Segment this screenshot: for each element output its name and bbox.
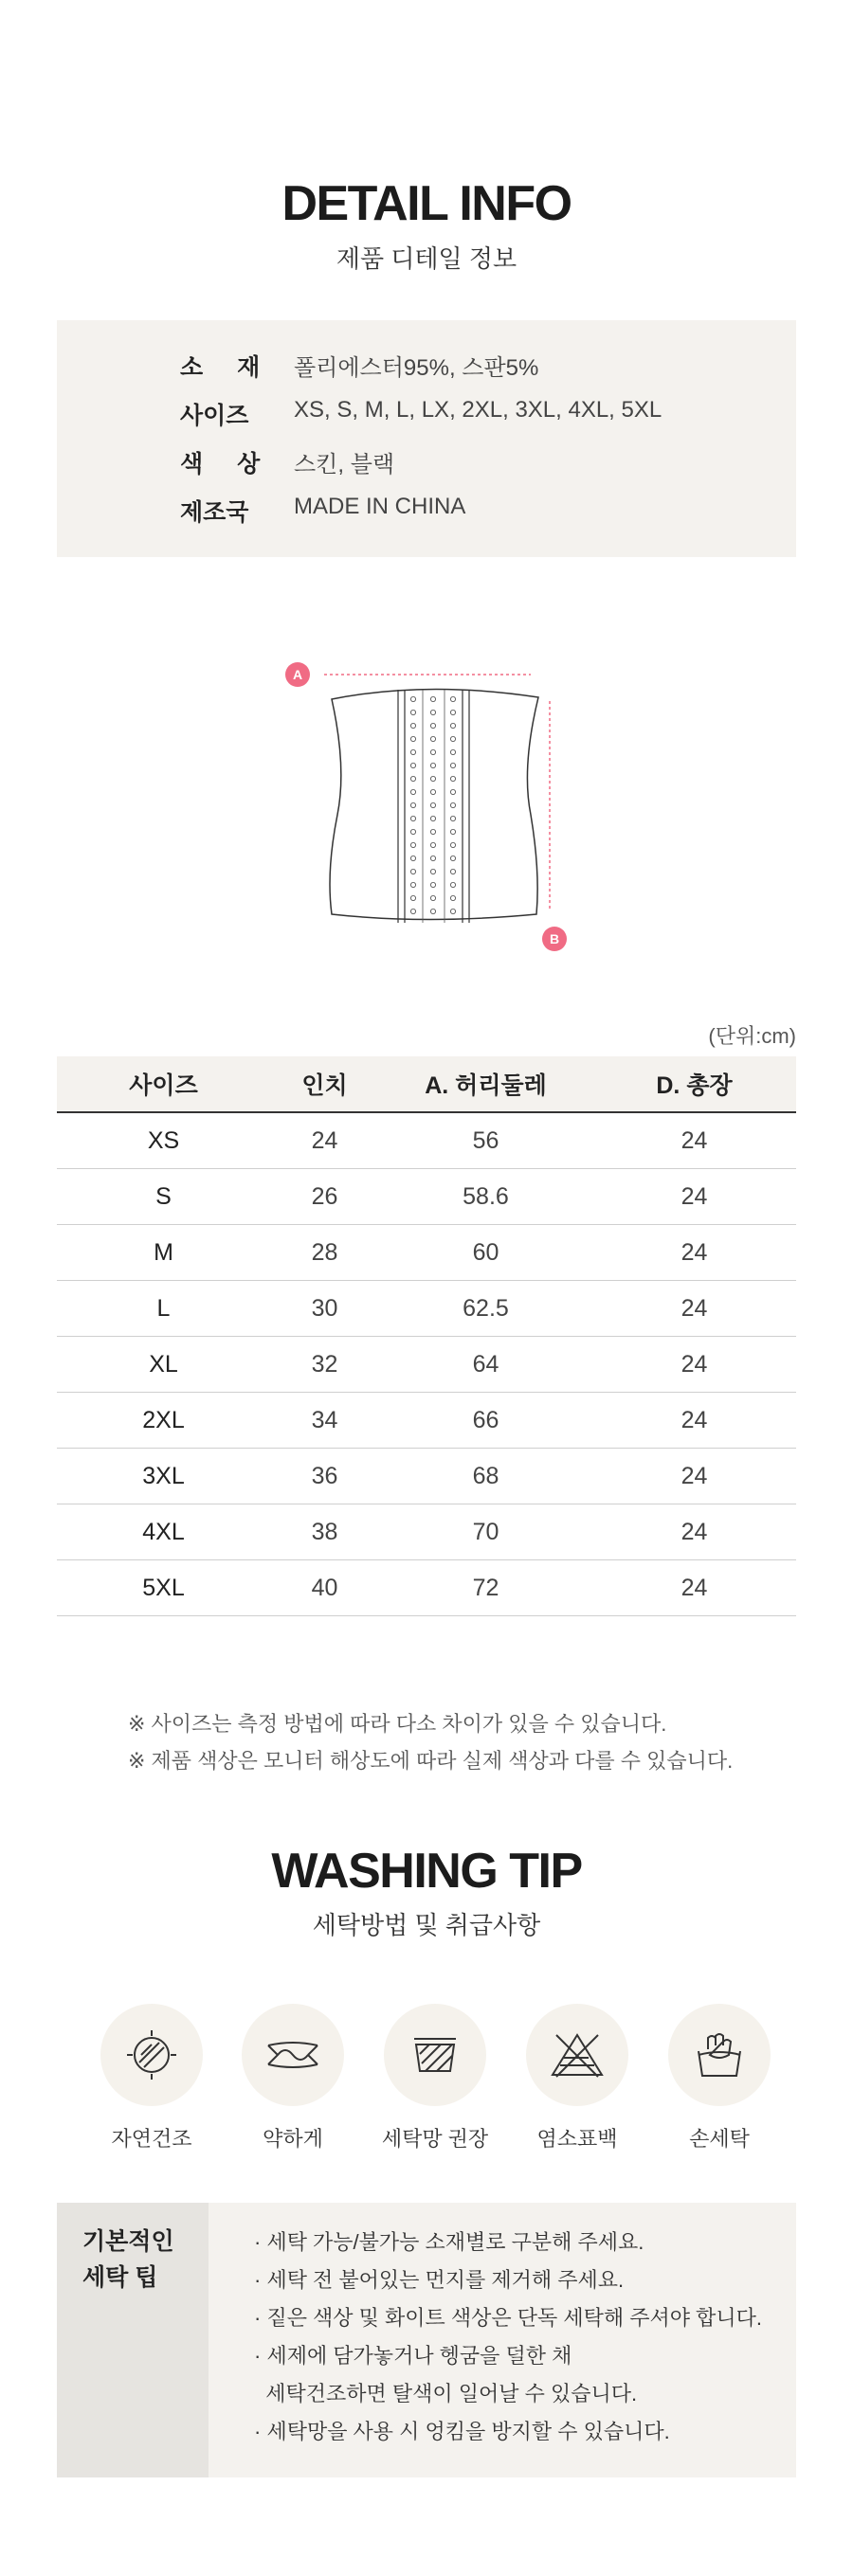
table-cell: 24 <box>681 1462 708 1489</box>
table-cell: 24 <box>311 1126 338 1154</box>
info-label-size: 사이즈 <box>180 403 249 429</box>
table-cell: 24 <box>681 1518 708 1545</box>
table-cell: 24 <box>681 1126 708 1154</box>
marker-b-label: B <box>549 931 560 946</box>
table-cell: 5XL <box>142 1574 185 1601</box>
marker-a-label: A <box>292 667 303 682</box>
basic-tip-box <box>57 2203 796 2477</box>
header-length: D. 총장 <box>656 1072 733 1099</box>
info-label-color: 색 상 <box>180 451 261 477</box>
info-row-size <box>57 397 796 435</box>
table-cell: 32 <box>311 1350 338 1378</box>
table-cell: 24 <box>681 1182 708 1210</box>
table-row <box>57 1504 796 1560</box>
product-info-box <box>57 320 796 557</box>
header-inch: 인치 <box>301 1072 348 1099</box>
table-row <box>57 1113 796 1169</box>
table-cell: 26 <box>311 1182 338 1210</box>
basic-tip-list <box>254 2224 762 2451</box>
hand-wash-icon <box>691 2028 748 2081</box>
table-cell: 60 <box>472 1238 499 1266</box>
header-waist: A. 허리둘레 <box>425 1072 547 1099</box>
corset-diagram <box>265 644 588 966</box>
washing-tip-subtitle: 세탁방법 및 취급사항 <box>312 1911 541 1939</box>
table-row <box>57 1225 796 1281</box>
wash-label: 자연건조 <box>111 2127 192 2151</box>
table-cell: 24 <box>681 1574 708 1601</box>
info-value-color: 스킨, 블랙 <box>294 452 395 477</box>
table-cell: 28 <box>311 1238 338 1266</box>
note-line: ※ 제품 색상은 모니터 해상도에 따라 실제 색상과 다를 수 있습니다. <box>128 1749 734 1773</box>
table-cell: 38 <box>311 1518 338 1545</box>
table-cell: 2XL <box>142 1406 185 1433</box>
info-row-material <box>57 349 796 387</box>
table-cell: 64 <box>472 1350 499 1378</box>
wash-item-hand-wash <box>644 2004 795 2153</box>
table-cell: 72 <box>472 1574 499 1601</box>
info-value-size: XS, S, M, L, LX, 2XL, 3XL, 4XL, 5XL <box>294 397 662 423</box>
wash-label: 약하게 <box>263 2127 323 2151</box>
info-value-origin: MADE IN CHINA <box>294 494 466 519</box>
info-value-material: 폴리에스터95%, 스판5% <box>294 355 539 381</box>
table-row <box>57 1281 796 1337</box>
washing-tip-title: WASHING TIP <box>271 1844 582 1899</box>
table-cell: 30 <box>311 1294 338 1322</box>
washing-icons <box>0 2004 853 2174</box>
table-cell: 66 <box>472 1406 499 1433</box>
wash-label: 염소표백 <box>536 2127 618 2151</box>
tip-line: 세탁건조하면 탈색이 일어날 수 있습니다. <box>254 2382 638 2405</box>
detail-info-subtitle: 제품 디테일 정보 <box>336 244 517 273</box>
table-cell: 62.5 <box>463 1294 509 1322</box>
tip-line: · 세탁 가능/불가능 소재별로 구분해 주세요. <box>254 2230 644 2254</box>
table-row <box>57 1560 796 1616</box>
wash-item-no-bleach <box>501 2004 653 2153</box>
table-cell: 40 <box>311 1574 338 1601</box>
table-row <box>57 1169 796 1225</box>
laundry-net-icon <box>407 2031 463 2079</box>
table-cell: 34 <box>311 1406 338 1433</box>
unit-label: (단위:cm) <box>708 1024 796 1048</box>
table-cell: 58.6 <box>463 1182 509 1210</box>
size-notes <box>128 1705 733 1779</box>
table-cell: XL <box>149 1350 178 1378</box>
table-cell: XS <box>147 1126 180 1154</box>
tip-line: · 세탁망을 사용 시 엉킴을 방지할 수 있습니다. <box>254 2420 670 2443</box>
table-row <box>57 1337 796 1393</box>
info-label-material: 소 재 <box>180 354 261 381</box>
info-label-origin: 제조국 <box>180 499 249 526</box>
wash-label: 세탁망 권장 <box>381 2127 489 2151</box>
note-line: ※ 사이즈는 측정 방법에 따라 다소 차이가 있을 수 있습니다. <box>128 1712 667 1736</box>
natural-dry-icon <box>123 2027 180 2083</box>
size-table-header <box>57 1056 796 1113</box>
wash-item-net <box>359 2004 511 2153</box>
tip-line: · 짙은 색상 및 화이트 색상은 단독 세탁해 주셔야 합니다. <box>254 2306 762 2330</box>
basic-tip-title: 기본적인 세탁 팁 <box>82 2228 174 2291</box>
table-cell: 70 <box>472 1518 499 1545</box>
header-size: 사이즈 <box>129 1072 198 1099</box>
table-cell: 24 <box>681 1294 708 1322</box>
table-cell: 24 <box>681 1350 708 1378</box>
table-cell: 24 <box>681 1238 708 1266</box>
table-cell: 4XL <box>142 1518 185 1545</box>
table-cell: L <box>156 1294 171 1322</box>
tip-line: · 세제에 담가놓거나 헹굼을 덜한 채 <box>254 2344 572 2368</box>
no-bleach-icon <box>547 2029 608 2081</box>
table-row <box>57 1449 796 1504</box>
gentle-wash-icon <box>263 2036 323 2074</box>
table-cell: S <box>155 1182 172 1210</box>
table-cell: 24 <box>681 1406 708 1433</box>
wash-label: 손세탁 <box>689 2127 750 2151</box>
detail-info-title: DETAIL INFO <box>281 176 572 231</box>
wash-item-gentle <box>217 2004 369 2153</box>
table-cell: 68 <box>472 1462 499 1489</box>
tip-line: · 세탁 전 붙어있는 먼지를 제거해 주세요. <box>254 2268 625 2292</box>
table-cell: 3XL <box>142 1462 185 1489</box>
info-row-color <box>57 445 796 483</box>
table-cell: 56 <box>472 1126 499 1154</box>
size-table <box>57 1056 796 1616</box>
table-row <box>57 1393 796 1449</box>
table-cell: 36 <box>311 1462 338 1489</box>
table-cell: M <box>154 1238 173 1266</box>
wash-item-natural-dry <box>76 2004 227 2153</box>
info-row-origin <box>57 494 796 531</box>
